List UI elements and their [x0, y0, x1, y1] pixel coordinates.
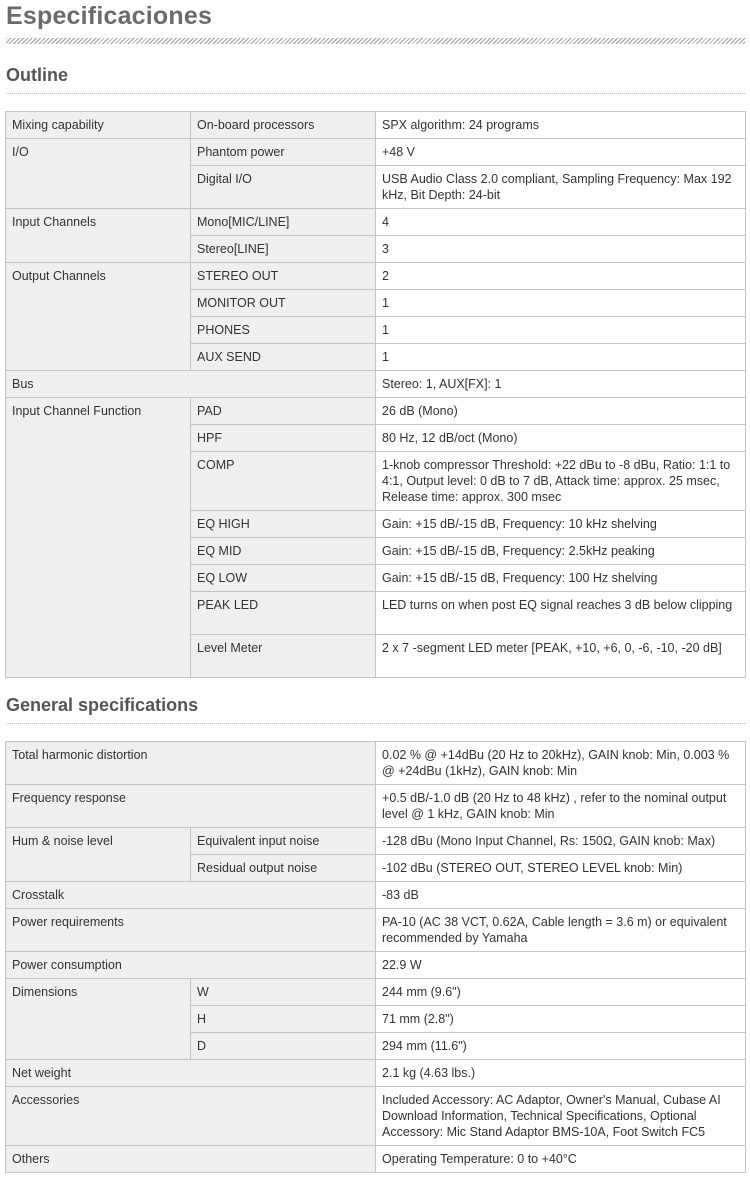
spec-subcategory: On-board processors — [191, 112, 376, 139]
table-row — [6, 909, 746, 952]
spec-value: +0.5 dB/-1.0 dB (20 Hz to 48 kHz) , refer to the nominal output level @ 1 kHz, GAIN knob: Min — [376, 785, 746, 828]
spec-subcategory: Stereo[LINE] — [191, 236, 376, 263]
spec-subcategory: Phantom power — [191, 139, 376, 166]
spec-value: 4 — [376, 209, 746, 236]
spec-value: 1 — [376, 344, 746, 371]
table-row — [6, 979, 746, 1006]
spec-subcategory: EQ HIGH — [191, 511, 376, 538]
spec-subcategory: HPF — [191, 425, 376, 452]
spec-value: Stereo: 1, AUX[FX]: 1 — [376, 371, 746, 398]
table-row — [6, 209, 746, 236]
spec-value: Gain: +15 dB/-15 dB, Frequency: 2.5kHz peaking — [376, 538, 746, 565]
section-title-outline: Outline — [6, 65, 68, 85]
spec-category: I/O — [6, 139, 191, 209]
spec-category: Output Channels — [6, 263, 191, 371]
table-row — [6, 371, 746, 398]
table-row — [6, 785, 746, 828]
page-title: Especificaciones — [6, 2, 213, 30]
table-row — [6, 112, 746, 139]
spec-value: SPX algorithm: 24 programs — [376, 112, 746, 139]
spec-value: Gain: +15 dB/-15 dB, Frequency: 10 kHz shelving — [376, 511, 746, 538]
spec-subcategory: Residual output noise — [191, 855, 376, 882]
spec-category: Dimensions — [6, 979, 191, 1060]
spec-subcategory: EQ LOW — [191, 565, 376, 592]
spec-value: Operating Temperature: 0 to +40°C — [376, 1146, 746, 1173]
spec-category: Input Channel Function — [6, 398, 191, 678]
section-title-general: General specifications — [6, 695, 199, 715]
spec-subcategory: AUX SEND — [191, 344, 376, 371]
section-divider — [6, 93, 745, 94]
spec-value: USB Audio Class 2.0 compliant, Sampling Frequency: Max 192 kHz, Bit Depth: 24-bit — [376, 166, 746, 209]
spec-category: Mixing capability — [6, 112, 191, 139]
spec-category: Power consumption — [6, 952, 376, 979]
spec-subcategory: Mono[MIC/LINE] — [191, 209, 376, 236]
spec-value: LED turns on when post EQ signal reaches 3 dB below clipping — [376, 592, 746, 635]
spec-category: Crosstalk — [6, 882, 376, 909]
table-row — [6, 398, 746, 425]
spec-value: 2 x 7 -segment LED meter [PEAK, +10, +6, 0, -6, -10, -20 dB] — [376, 635, 746, 678]
table-row — [6, 882, 746, 909]
spec-subcategory: PAD — [191, 398, 376, 425]
spec-value: 1 — [376, 290, 746, 317]
spec-value: +48 V — [376, 139, 746, 166]
general-spec-table — [5, 741, 746, 1173]
spec-value: 1-knob compressor Threshold: +22 dBu to -8 dBu, Ratio: 1:1 to 4:1, Output level: 0 dB to 7 dB, Attack time: approx. 25 msec, Release time: approx. 300 msec — [376, 452, 746, 511]
title-underline — [6, 38, 745, 44]
spec-subcategory: D — [191, 1033, 376, 1060]
spec-subcategory: Digital I/O — [191, 166, 376, 209]
spec-value: 22.9 W — [376, 952, 746, 979]
spec-value: -102 dBu (STEREO OUT, STEREO LEVEL knob: Min) — [376, 855, 746, 882]
spec-value: PA-10 (AC 38 VCT, 0.62A, Cable length = 3.6 m) or equivalent recommended by Yamaha — [376, 909, 746, 952]
spec-category: Bus — [6, 371, 376, 398]
spec-value: Included Accessory: AC Adaptor, Owner's Manual, Cubase AI Download Information, Technical Specifications, Optional Accessory: Mic Stand Adaptor BMS-10A, Foot Switch FC5 — [376, 1087, 746, 1146]
spec-subcategory: W — [191, 979, 376, 1006]
spec-subcategory: STEREO OUT — [191, 263, 376, 290]
spec-category: Accessories — [6, 1087, 376, 1146]
spec-category: Total harmonic distortion — [6, 742, 376, 785]
table-row — [6, 1060, 746, 1087]
spec-value: 71 mm (2.8") — [376, 1006, 746, 1033]
spec-value: 1 — [376, 317, 746, 344]
table-row — [6, 139, 746, 166]
spec-value: 294 mm (11.6") — [376, 1033, 746, 1060]
spec-value: Gain: +15 dB/-15 dB, Frequency: 100 Hz shelving — [376, 565, 746, 592]
table-row — [6, 952, 746, 979]
section-divider — [6, 723, 745, 724]
spec-value: 2 — [376, 263, 746, 290]
spec-category: Net weight — [6, 1060, 376, 1087]
spec-value: -128 dBu (Mono Input Channel, Rs: 150Ω, GAIN knob: Max) — [376, 828, 746, 855]
spec-value: 2.1 kg (4.63 lbs.) — [376, 1060, 746, 1087]
spec-category: Input Channels — [6, 209, 191, 263]
spec-subcategory: COMP — [191, 452, 376, 511]
spec-subcategory: Equivalent input noise — [191, 828, 376, 855]
spec-value: 0.02 % @ +14dBu (20 Hz to 20kHz), GAIN knob: Min, 0.003 % @ +24dBu (1kHz), GAIN knob: Min — [376, 742, 746, 785]
outline-spec-table — [5, 111, 746, 678]
spec-value: 244 mm (9.6") — [376, 979, 746, 1006]
table-row — [6, 1087, 746, 1146]
table-row — [6, 742, 746, 785]
spec-subcategory: H — [191, 1006, 376, 1033]
spec-value: 26 dB (Mono) — [376, 398, 746, 425]
spec-value: 80 Hz, 12 dB/oct (Mono) — [376, 425, 746, 452]
table-row — [6, 263, 746, 290]
spec-subcategory: Level Meter — [191, 635, 376, 678]
spec-value: -83 dB — [376, 882, 746, 909]
table-row — [6, 828, 746, 855]
spec-subcategory: MONITOR OUT — [191, 290, 376, 317]
spec-subcategory: PEAK LED — [191, 592, 376, 635]
spec-category: Hum & noise level — [6, 828, 191, 882]
spec-category: Others — [6, 1146, 376, 1173]
spec-subcategory: EQ MID — [191, 538, 376, 565]
spec-subcategory: PHONES — [191, 317, 376, 344]
spec-category: Power requirements — [6, 909, 376, 952]
spec-value: 3 — [376, 236, 746, 263]
table-row — [6, 1146, 746, 1173]
spec-category: Frequency response — [6, 785, 376, 828]
